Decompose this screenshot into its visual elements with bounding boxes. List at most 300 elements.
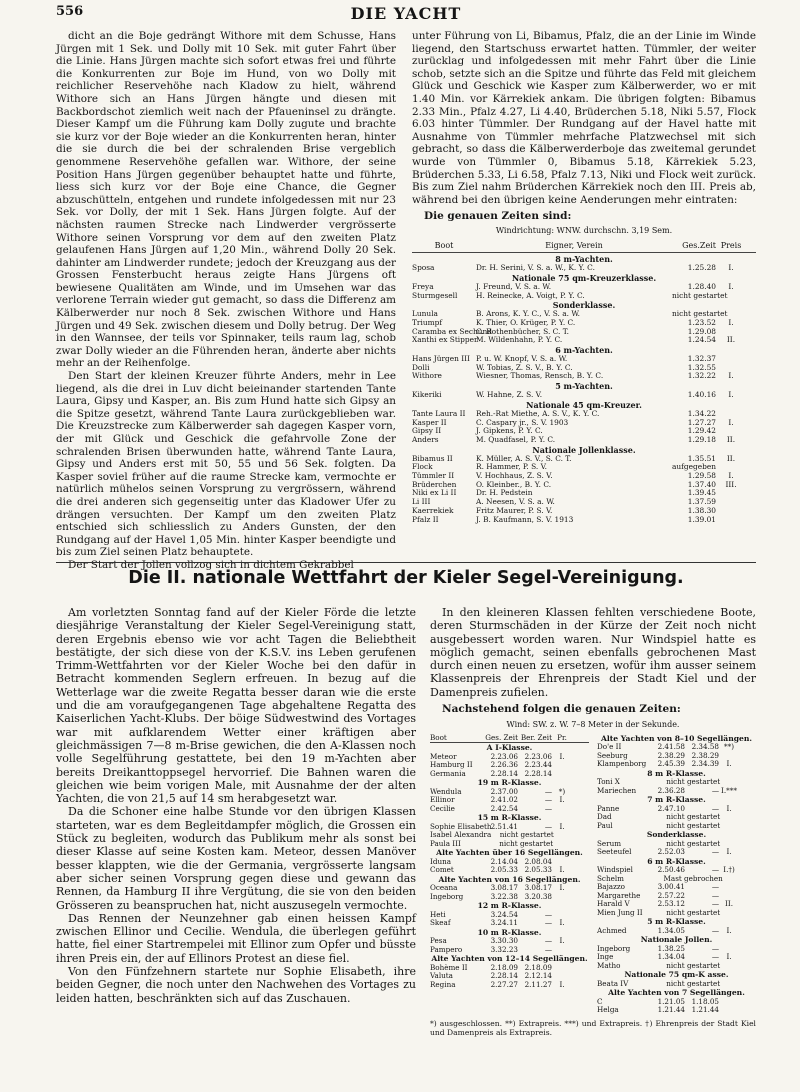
prize: I. [559, 751, 565, 761]
class-heading: 19 m R-Klasse. [477, 778, 542, 788]
table-row [597, 822, 756, 831]
boat-name: Paula III [430, 838, 461, 848]
total-time: 1.24.54 [687, 335, 716, 345]
boat-name: Lunula [412, 309, 438, 319]
table-row [597, 962, 756, 971]
running-head: DIE YACHT [350, 4, 462, 23]
gross-time: 2.53.12 [657, 899, 685, 909]
corrected-time: 2.34.39 [691, 759, 719, 769]
corrected-time: 3.20.38 [524, 891, 552, 901]
table-row [412, 436, 756, 445]
gross-time: 2.47.10 [657, 803, 685, 813]
table-row [597, 760, 756, 769]
boat-name: Panne [597, 803, 620, 813]
boat-name: Ingeborg [430, 891, 464, 901]
total-time: 1.25.28 [687, 263, 716, 273]
gross-time: 2.42.54 [490, 803, 518, 813]
table-row [412, 336, 756, 345]
boat-name: Gipsy II [412, 426, 442, 436]
total-time: 1.29.18 [687, 434, 716, 444]
class-heading: Nationale Jollen. [640, 935, 713, 945]
boat-name: Klampenborg [597, 759, 647, 769]
gross-time: nicht gestartet [666, 820, 721, 830]
prize [716, 355, 746, 364]
prize: II. [725, 899, 733, 909]
class-heading: 8 m-Yachten. [555, 254, 613, 265]
corrected-time: — [544, 918, 552, 928]
total-time: 1.28.40 [687, 281, 716, 291]
table-row [430, 805, 589, 814]
boat-name: Skeaf [430, 918, 451, 928]
class-heading: 5 m R-Klasse. [647, 917, 706, 927]
prize [736, 840, 756, 849]
paragraph: Von den Fünfzehnern startete nur Sophie Elisabeth, ihre beiden Gegner, die noch unter den Nachwehen des Vortages zu leiden hatten, beschränkten sich auf das Zuschauen. [56, 965, 416, 1005]
boat-name: Caramba ex Sechund [412, 326, 492, 336]
prize [716, 507, 746, 516]
gross-time: 2.14.04 [490, 856, 518, 866]
class-heading: Sonderklasse. [646, 830, 707, 840]
boat-name: Harald V [597, 899, 630, 909]
prize [736, 909, 756, 918]
class-heading: 10 m R-Klasse. [477, 927, 542, 937]
prize: I. [726, 759, 732, 769]
prize: I. [726, 803, 732, 813]
owner-club: J. Freund, V. S. a. W. [476, 281, 552, 291]
table-row [597, 787, 756, 796]
boat-name: Achmed [597, 925, 627, 935]
owner-club: C. Caspary jr., S. V. 1903 [476, 417, 569, 427]
prize: II. [726, 453, 736, 463]
prize [736, 778, 756, 787]
corrected-time: — [711, 803, 719, 813]
boat-name: Oceana [430, 883, 458, 893]
boat-name: Iduna [430, 856, 451, 866]
owner-club: A. Neesen, V. S. a. W. [476, 497, 555, 507]
corrected-time: — [711, 943, 719, 953]
boat-name: Do'e II [597, 742, 622, 752]
paragraph: unter Führung von Li, Bibamus, Pfalz, die an der Linie im Winde liegend, den Startschuss erwartet hatten. Tümmler, der weiter zurücklag und infolgedessen mit mehr Fahrt über die Linie schob, setzte sich an die Spitze und führte das Feld mit gleichem Glück und Geschick wie Kasper zum Kälberwerder, wo er mit 1.40 Min. vor Kärrekiek ankam. Die übrigen folgten: Bibamus 2.33 Min., Pfalz 4.27, Li 4.40, Brüderchen 5.18, Niki 5.57, Flock 6.03 hinter Tümmler. Der Rundgang auf der Havel hatte mit Ausnahme von Tümmler mehrfache Platzwechsel mit sich gebracht, so dass die Kälberwerderboje das zweitemal gerundet wurde von Tümmler 0, Bibamus 5.18, Kärrekiek 5.23, Brüderchen 5.33, Li 6.58, Pfalz 7.13, Niki und Flock weit zurück. Bis zum Ziel nahm Brüderchen Kärrekiek noch den III. Preis ab, während bei den übrigen keine Aenderungen mehr eintraten: [412, 30, 756, 206]
owner-club: J. B. Kaufmann, S. V. 1913 [476, 514, 574, 524]
total-time: 1.29.08 [687, 326, 716, 336]
prize: I. [726, 847, 732, 857]
prize [716, 516, 746, 525]
prize: I. [728, 317, 734, 327]
owner-club: V. Hochhaus, Z. S. V. [476, 471, 553, 481]
class-heading: Nationale 45 qm-Kreuzer. [526, 399, 642, 410]
total-time: 1.23.52 [687, 317, 716, 327]
table-row [412, 516, 756, 525]
footnote: *) ausgeschlossen. **) Extrapreis. ***) und Extrapreis. †) Ehrenpreis der Stadt Kiel und Damenpreis als Extrapreis. [430, 1018, 756, 1038]
prize [552, 893, 572, 902]
prize [716, 489, 746, 498]
corrected-time: 2.23.06 [524, 751, 552, 761]
boat-name: Mariechen [597, 785, 637, 795]
owner-club: H. Reinecke, A. Voigt, P. Y. C. [476, 290, 585, 300]
owner-club: Fritz Maurer, P. S. V. [476, 505, 553, 515]
boat-name: Hans Jürgen III [412, 354, 470, 364]
total-time: nicht gestartet [672, 290, 728, 300]
table-row [430, 840, 589, 849]
owner-club: W. Tobias, Z. S. V., B. Y. C. [476, 362, 573, 372]
class-heading: Alte Yachten von 7 Segellängen. [608, 988, 745, 998]
boat-name: Valuta [430, 971, 453, 981]
owner-club: W. Hahne, Z. S. V. [476, 390, 543, 400]
paragraph: Der Start der Jollen vollzog sich in dichtem Gekrabbel [68, 558, 354, 571]
boat-name: Brüderchen [412, 479, 457, 489]
kiel-results-left [430, 734, 589, 1015]
owner-club: Dr. H. Pedstein [476, 488, 533, 498]
boat-name: Freya [412, 281, 434, 291]
gross-time: nicht gestartet [666, 812, 721, 822]
table-row [430, 866, 589, 875]
class-heading: Alte Yachten von 12–14 Segellängen. [431, 954, 588, 964]
table-row [412, 391, 756, 400]
total-time: 1.32.22 [687, 371, 716, 381]
table-row [597, 1006, 756, 1015]
corrected-time: — [711, 865, 719, 875]
corrected-time: 1.18.05 [691, 996, 719, 1006]
gross-time: 1.34.05 [657, 925, 685, 935]
prize [552, 761, 572, 770]
total-time: 1.38.30 [687, 505, 716, 515]
paragraph: dicht an die Boje gedrängt Withore mit dem Schusse, Hans Jürgen mit 1 Sek. und Dolly mit 10 Sek. mit guter Fahrt über die Linie. Hans Jürgen machte sich sofort etwas frei und führte die Konkurrenten zur Boje im Hund, von wo Dolly mit reichlicher Reservehöhe nach Kladow zu hielt, während Withore sich an Hans Jürgen hängte und diesen mit Backbordschot ziemlich weit nach der Pfaueninsel zu drängte. Dieser Kampf um die Führung kam Dolly zugute und brachte sie kurz vor der Boje wieder an die Konkurrenten heran, hinter die sie durch die bei der schralenden Brise vergeblich genommene Reservehöhe gefallen war. Withore, der seine Position Hans Jürgen gegenüber behauptet hatte und führte, liess sich kurz vor der Boje eine Chance, die Gegner abzuschütteln, entgehen und rundete infolgedessen mit nur 23 Sek. vor Dolly, der mit 1 Sek. Hans Jürgen folgte. Auf der nächsten raumen Strecke nach Lindwerder vergrösserte Withore seinen Vorsprung vor dem auf den zweiten Platz gelaufenen Hans Jürgen auf 1,20 Min., während Dolly 20 Sek. dahinter am Lindwerder rundete; jedoch der Kreuzgang aus der Grossen Fensterbucht heraus zeigte Hans Jürgens oft bewiesene Qualitäten am Winde, und im Umsehen war das verlorene Terrain wieder gut gemacht, so dass die Differenz am Kälberwerder nur noch 8 Sek. zwischen Withore und Hans Jürgen und 49 Sek. zwischen diesem und Dolly betrug. Der Weg in den Wannsee, der teils vor Spinnaker, teils raum lag, schob zwar Dolly wieder an die Führenden heran, änderte aber nichts mehr an der Reihenfolge. [56, 30, 396, 370]
corrected-time: — [711, 882, 719, 892]
boat-name: Mien Jung II [597, 907, 643, 917]
header-corrected: Ber. Zeit [520, 732, 552, 742]
corrected-time: 1.21.44 [691, 1005, 719, 1015]
kiel-table-left [430, 743, 589, 989]
prize: I. [559, 936, 565, 946]
corrected-time: 2.18.09 [524, 962, 552, 972]
class-heading: 15 m R-Klasse. [477, 813, 542, 823]
prize: *) [558, 786, 566, 796]
owner-club: B. Arons, K. Y. C., V. S. a. W. [476, 309, 580, 319]
boat-name: Dolli [412, 362, 430, 372]
total-time: 1.32.37 [687, 354, 716, 364]
boat-name: Pfalz II [412, 514, 439, 524]
table-row [597, 909, 756, 918]
prize: **) [724, 742, 734, 752]
prize: I. [728, 263, 734, 273]
gross-time: 2.18.09 [490, 962, 518, 972]
total-time: 1.35.51 [687, 453, 716, 463]
article-divider [56, 562, 756, 563]
boat-name: Tante Laura II [412, 408, 466, 418]
paragraph: Am vorletzten Sonntag fand auf der Kieler Förde die letzte diesjährige Veranstaltung der Kieler Segel-Vereinigung statt, deren Ergebnis ebenso wie vor acht Tagen die Beliebtheit bestätigte, der sich diese von der K.S.V. ins Leben gerufenen Trimm-Wettfahrten vor der Kieler Woche bei den dafür in Betracht kommenden Seglern erfreuen. In bezug auf die Wetterlage war die zweite Regatta besser daran wie die erste und die am voraufgegangenen Tage abgehaltene Regatta des Kaiserlichen Yacht-Klubs. Der böige Südwestwind des Vortages war mit aufklarendem Wetter einer kräftigen aber gleichmässigen 7—8 m-Brise gewichen, die den A-Klassen noch volle Segelführung gestattete, bei den 19 m-Yachten aber bereits Dreikanttoppsegel hervorrief. Die Bahnen waren die gleichen wie beim vorigen Male, mit Ausnahme der der alten Yachten, die von 21,5 auf 14 sm herabgesetzt war. [56, 606, 416, 806]
gross-time: 2.51.41 [490, 821, 518, 831]
corrected-time: — [711, 890, 719, 900]
table-row [430, 981, 589, 990]
boat-name: Germania [430, 768, 466, 778]
kiel-results-right [597, 734, 756, 1015]
prize: I.†) [723, 865, 735, 875]
boat-name: Meteor [430, 751, 457, 761]
boat-name: Paul [597, 820, 613, 830]
corrected-time: 2.08.04 [524, 856, 552, 866]
boat-name: Heti [430, 909, 446, 919]
table-row [597, 848, 756, 857]
table-row [412, 264, 756, 273]
gross-time: 3.08.17 [490, 883, 518, 893]
gross-time: 3.24.11 [490, 918, 518, 928]
kiel-table-header [430, 734, 589, 744]
results-heading: Die genauen Zeiten sind: [424, 210, 572, 223]
boat-name: Toni X [597, 777, 620, 787]
boat-name: Bajazzo [597, 882, 625, 892]
table-row [430, 919, 589, 928]
corrected-time: 2.34.58 [691, 742, 719, 752]
corrected-time: — [544, 944, 552, 954]
boat-name: Windspiel [597, 865, 633, 875]
results-table-header [412, 240, 756, 254]
prize: II. [726, 335, 736, 345]
boat-name: Regina [430, 979, 456, 989]
paragraph: Das Rennen der Neunzehner gab einen heissen Kampf zwischen Ellinor und Cecilie. Wendula, die überlegen geführt hatte, fiel einer Startrempelei mit Ellinor zum Opfer und büsste ihren Preis ein, der auf Ellinors Protest an diese fiel. [56, 911, 416, 965]
prize [569, 840, 589, 849]
prize [719, 1006, 739, 1015]
table-row [430, 893, 589, 902]
boat-name: Li III [412, 497, 431, 507]
page-header [56, 4, 756, 26]
prize: II. [726, 434, 736, 444]
prize: I. [728, 371, 734, 381]
total-time: 1.39.01 [687, 514, 716, 524]
boat-name: Ellinor [430, 795, 455, 805]
header-boat: Boot [434, 240, 454, 250]
total-time: 1.27.27 [687, 417, 716, 427]
owner-club: J. Gipkens, P. Y. C. [476, 426, 543, 436]
column-b [412, 30, 756, 550]
corrected-time: 3.08.17 [524, 883, 552, 893]
boat-name: Withore [412, 371, 442, 381]
class-heading: Alte Yachten von 8–10 Segellängen. [600, 733, 753, 743]
prize: I. [726, 952, 732, 962]
wind-info: Windrichtung: WNW. durchschn. 3,19 Sem. [495, 225, 673, 235]
gross-time: 1.21.44 [657, 1005, 685, 1015]
prize [736, 980, 756, 989]
prize [719, 883, 739, 892]
corrected-time: — [544, 786, 552, 796]
boat-name: Seeburg [597, 750, 628, 760]
boat-name: Kaerrekiek [412, 505, 454, 515]
header-gross: Ges. Zeit [485, 732, 518, 742]
gross-time: 2.28.14 [490, 971, 518, 981]
prize: I. [728, 281, 734, 291]
page-number: 556 [56, 4, 84, 19]
corrected-time: 2.28.14 [524, 768, 552, 778]
gross-time: 2.41.58 [657, 742, 685, 752]
owner-club: R. Hammer, P. S. V. [476, 462, 547, 472]
gross-time: nicht gestartet [666, 907, 721, 917]
gross-time: nicht gestartet [666, 777, 721, 787]
prize [719, 998, 739, 1007]
owner-club: P. u. W. Knopf, V. S. a. W. [476, 354, 568, 364]
boat-name: Xanthi ex Stipper [412, 335, 478, 345]
boat-name: Wendula [430, 786, 462, 796]
owner-club: C. Rothenbücher, S. C. T. [476, 326, 569, 336]
prize [716, 292, 746, 301]
gross-time: nicht gestartet [666, 960, 721, 970]
gross-time: nicht gestartet [499, 838, 554, 848]
class-heading: 8 m R-Klasse. [647, 768, 706, 778]
column-a [56, 30, 396, 571]
class-heading: 6 m-Yachten. [555, 345, 613, 356]
prize: I. [559, 883, 565, 893]
paragraph: In den kleineren Klassen fehlten verschiedene Boote, deren Sturmschäden in der Kürze der Zeit noch nicht ausgebessert worden waren. Nur Windspiel hatte es möglich gemacht, seinen ebenfalls gebrochenen Mast durch einen neuen zu ersetzen, wofür ihm ausser seinem Klassenpreis der Ehrenpreis der Stadt Kiel und der Damenpreis zufielen. [430, 606, 756, 699]
gross-time: 3.22.38 [490, 891, 518, 901]
gross-time: 2.37.00 [490, 786, 518, 796]
boat-name: C [597, 996, 603, 1006]
paragraph: Da die Schoner eine halbe Stunde vor den übrigen Klassen starteten, war es dem Begleitdampfer möglich, die Grossen ein Stück zu begleiten, wodurch das Publikum mehr als sonst bei dieser Klasse auf seine Kosten kam. Meteor, dessen Manöver besser klappten, wie die der Germania, vergrösserte langsam aber sicher seinen Vorsprung gegen diese und gewann das Rennen, da Hamburg II ihre Vergütung, die sie von den beiden Grösseren zu beanspruchen hat, nicht auszusegeln vermochte. [56, 805, 416, 912]
total-time: 1.32.55 [687, 362, 716, 372]
header-prize: Pr. [557, 732, 567, 742]
gross-time: 2.52.03 [657, 847, 685, 857]
class-heading: Nationale 75 qm-K asse. [624, 970, 729, 980]
corrected-time: — [711, 899, 719, 909]
owner-club: K. Thier, O. Krüger, P. Y. C. [476, 317, 576, 327]
gross-time: nicht gestartet [499, 830, 554, 840]
prize [716, 498, 746, 507]
gross-time: 2.50.46 [657, 865, 685, 875]
owner-club: M. Quadfasel, P. Y. C. [476, 434, 556, 444]
class-heading: A I-Klasse. [486, 743, 533, 753]
corrected-time: — [711, 847, 719, 857]
owner-club: O. Kleinber., B. Y. C. [476, 479, 552, 489]
class-heading: Sonderklasse. [552, 300, 616, 311]
gross-time: 2.23.06 [490, 751, 518, 761]
boat-name: Seeteufel [597, 847, 632, 857]
boat-name: Tümmler II [412, 471, 455, 481]
table-row [597, 980, 756, 989]
boat-name: Inge [597, 952, 614, 962]
boat-name: Flock [412, 462, 433, 472]
boat-name: Sturmgesell [412, 290, 458, 300]
class-heading: 6 m R-Klasse. [647, 856, 706, 866]
gross-time: 1.21.05 [657, 996, 685, 1006]
prize [736, 962, 756, 971]
gross-time: 3.30.30 [490, 936, 518, 946]
wind-info: Wind: SW. z. W. 7–8 Meter in der Sekunde. [506, 720, 680, 730]
boat-name: Bibamus II [412, 453, 453, 463]
prize [736, 875, 756, 884]
boat-name: Serum [597, 838, 622, 848]
prize [552, 770, 572, 779]
gross-time: 2.45.39 [657, 759, 685, 769]
gross-time: 3.24.54 [490, 909, 518, 919]
boat-name: Schelm [597, 873, 624, 883]
class-heading: Nationale Jollenklasse. [532, 444, 636, 455]
boat-name: Pesa [430, 936, 447, 946]
gross-time: 2.38.29 [657, 750, 685, 760]
boat-name: Margarethe [597, 890, 641, 900]
total-time: 1.34.22 [687, 408, 716, 418]
boat-name: Anders [412, 434, 439, 444]
boat-name: Kasper II [412, 417, 447, 427]
prize [552, 964, 572, 973]
paragraph: Den Start der kleinen Kreuzer führte Anders, mehr in Lee liegend, als die drei in Luv dicht beieinander startenden Tante Laura, Gipsy und Kasper, an. Bis zum Hund hatte sich Gipsy an die Spitze gesetzt, während Tante Laura zurückgeblieben war. Die Kreuzstrecke zum Kälberwerder sah dagegen Kasper vorn, der mit Glück und Geschick die gefahrvolle Zone der schralenden Brisen überwunden hatte, während Tante Laura, Gipsy und Anders erst mit 50, 55 und 56 Sek. folgten. Da Kasper soviel früher auf die raume Strecke kam, vermochte er natürlich mühelos seinen Vorsprung zu vergrössern, während die drei anderen sich gegenseitig unter das Kladower Ufer zu drängen versuchten. Der Kampf um den zweiten Platz entschied sich schliesslich zu Anders Gunsten, der den Rundgang auf der Havel 1,05 Min. hinter Kasper beendigte und bis zum Ziel seinen Platz behauptete. [56, 370, 396, 559]
corrected-time: 2.23.44 [524, 760, 552, 770]
gross-time: nicht gestartet [666, 978, 721, 988]
total-time: 1.37.40 [687, 479, 716, 489]
gross-time: 3.32.23 [490, 944, 518, 954]
total-time: 1.40.16 [687, 390, 716, 400]
gross-time: 2.26.36 [490, 760, 518, 770]
class-heading: Nationale 75 qm-Kreuzerklasse. [511, 272, 657, 283]
total-time: 1.39.45 [687, 488, 716, 498]
prize: I. [726, 925, 732, 935]
total-time: 1.37.59 [687, 497, 716, 507]
header-boat: Boot [430, 732, 447, 742]
table-row [412, 372, 756, 381]
corrected-time: — [544, 909, 552, 919]
results-table [412, 254, 756, 524]
boat-name: Niki ex Li II [412, 488, 457, 498]
table-row [597, 927, 756, 936]
column-c [56, 606, 416, 1086]
gross-time: 2.41.02 [490, 795, 518, 805]
header-time: Ges.Zeit [682, 240, 716, 250]
prize [552, 805, 572, 814]
table-row [430, 770, 589, 779]
class-heading: Alte Yachten über 16 Segellängen. [436, 848, 583, 858]
boat-name: Bohème II [430, 962, 468, 972]
total-time: aufgegeben [672, 462, 716, 472]
boat-name: Triumpf [412, 317, 443, 327]
prize: I. [728, 417, 734, 427]
boat-name: Isabel Alexandra [430, 830, 492, 840]
gross-time: 2.27.27 [490, 979, 518, 989]
owner-club: Wiesner, Thomas, Rensch, B. Y. C. [476, 371, 604, 381]
prize [736, 813, 756, 822]
gross-time: 2.28.14 [490, 768, 518, 778]
kiel-results [430, 734, 756, 1015]
boat-name: Sophie Elisabeth [430, 821, 492, 831]
corrected-time: 2.12.14 [524, 971, 552, 981]
total-time: nicht gestartet [672, 309, 728, 319]
gross-time: 2.05.33 [490, 865, 518, 875]
gross-time: 2.57.22 [657, 890, 685, 900]
gross-time: nicht gestartet [666, 838, 721, 848]
boat-name: Beata IV [597, 978, 629, 988]
article-title: Die II. nationale Wettfahrt der Kieler Segel-Vereinigung. [128, 568, 684, 588]
corrected-time: — [711, 952, 719, 962]
prize: I. [559, 795, 565, 805]
header-prize: Preis [720, 240, 742, 250]
gross-time: 1.34.04 [657, 952, 685, 962]
prize [570, 831, 589, 840]
corrected-time: — [544, 936, 552, 946]
prize: I.*** [721, 785, 737, 795]
corrected-time: — [544, 803, 552, 813]
boat-name: Hamburg II [430, 760, 473, 770]
corrected-time: — [544, 795, 552, 805]
owner-club: Reh.-Rat Miethe, A. S. V., K. Y. C. [476, 408, 600, 418]
total-time: 1.29.42 [687, 426, 716, 436]
boat-name: Pampero [430, 944, 463, 954]
class-heading: 7 m R-Klasse. [647, 795, 706, 805]
gross-time: 3.00.41 [657, 882, 685, 892]
boat-name: Helga [597, 1005, 619, 1015]
boat-name: Ingeborg [597, 943, 631, 953]
column-d [430, 606, 756, 1086]
prize: I. [728, 471, 734, 481]
class-heading: Alte Yachten von 16 Segellängen. [438, 874, 581, 884]
gross-time: Mast gebrochen [663, 873, 723, 883]
boat-name: Matho [597, 960, 621, 970]
corrected-time: — [711, 925, 719, 935]
corrected-time: 2.38.29 [691, 750, 719, 760]
boat-name: Sposa [412, 263, 435, 273]
